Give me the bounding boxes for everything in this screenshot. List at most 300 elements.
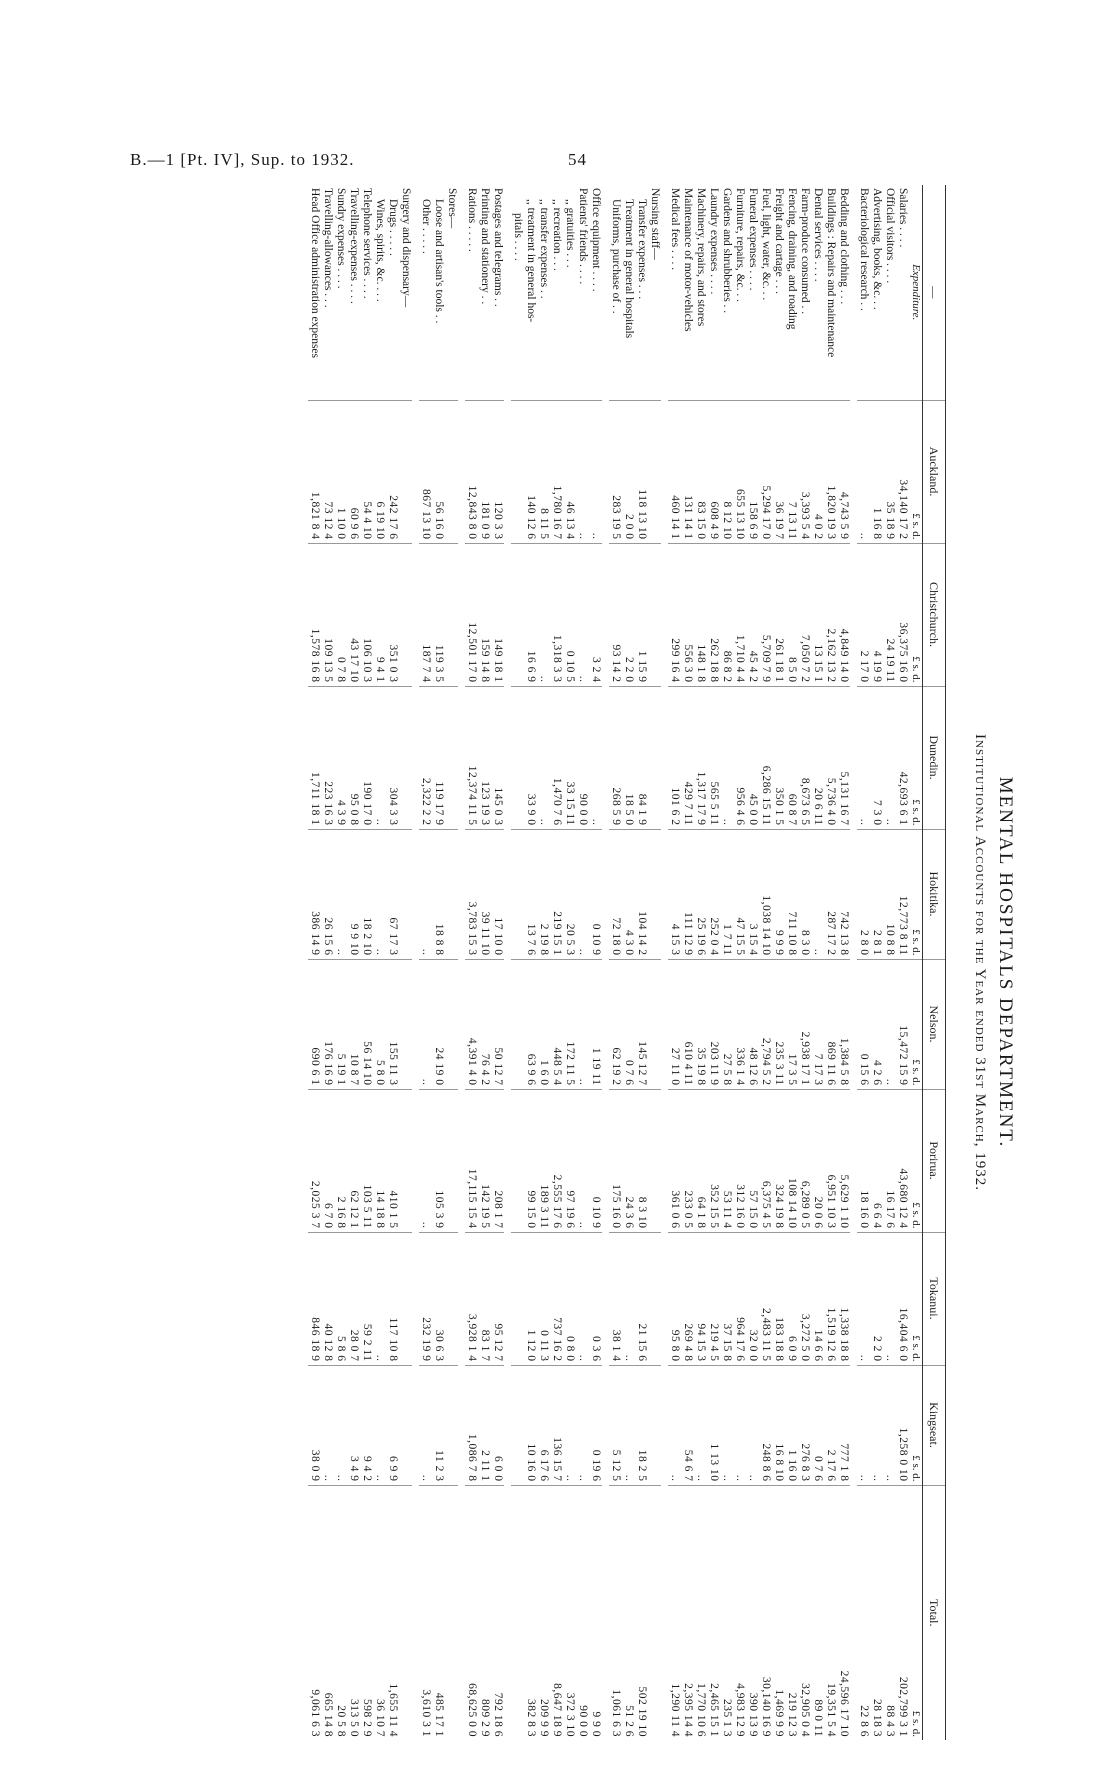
column-header-hokitika: Hokitika.: [923, 829, 946, 959]
amount-cell: 2 2 0: [870, 1232, 883, 1365]
units-cell: £ s. d.: [909, 1089, 923, 1232]
amount-cell: 12,374 11 5: [465, 686, 478, 829]
amount-cell: 13 15 1: [811, 543, 824, 686]
amount-cell: 95 8 0: [668, 1232, 681, 1365]
amount-cell: 2 17 0: [857, 543, 870, 686]
amount-cell: 846 18 9: [308, 1232, 321, 1365]
table-row: [609, 185, 622, 1740]
amount-cell: 6 0 9: [785, 1232, 798, 1365]
amount-cell: [445, 959, 458, 1089]
units-cell: £ s. d.: [909, 400, 923, 543]
amount-cell: 502 19 10: [635, 1485, 648, 1740]
amount-cell: 3,610 3 1: [419, 1485, 432, 1740]
amount-cell: ..: [857, 686, 870, 829]
amount-cell: 187 7 4: [419, 543, 432, 686]
amount-cell: 90 0 0: [576, 1485, 589, 1740]
amount-cell: [511, 1365, 524, 1485]
table-row: [432, 185, 445, 1740]
amount-cell: 145 12 7: [635, 959, 648, 1089]
amount-cell: 54 4 10: [360, 400, 373, 543]
amount-cell: 7 3 0: [870, 686, 883, 829]
amount-cell: 45 4 2: [746, 543, 759, 686]
amount-cell: 964 17 6: [733, 1232, 746, 1365]
amount-cell: 18 8 8: [432, 829, 445, 959]
amount-cell: 60 8 7: [785, 686, 798, 829]
units-cell: £ s. d.: [909, 543, 923, 686]
amount-cell: 9 9 9: [772, 829, 785, 959]
amount-cell: 24 3 6: [622, 1089, 635, 1232]
amount-cell: 1,061 6 3: [609, 1485, 622, 1740]
amount-cell: ..: [334, 829, 347, 959]
amount-cell: 50 12 7: [491, 959, 504, 1089]
amount-cell: 1,338 18 8: [837, 1232, 850, 1365]
table-row: [334, 185, 347, 1740]
row-label: Maintenance of motor-vehicles: [682, 188, 694, 332]
amount-cell: 8,673 6 5: [798, 686, 811, 829]
amount-cell: 6,375 4 5: [759, 1089, 772, 1232]
amount-cell: 1,780 16 7: [550, 400, 563, 543]
units-cell: £ s. d.: [909, 686, 923, 829]
row-label: Travelling-allowances . . .: [322, 188, 334, 308]
amount-cell: 2 11 1: [478, 1365, 491, 1485]
amount-cell: 95 12 7: [491, 1232, 504, 1365]
amount-cell: 5,131 16 7: [837, 686, 850, 829]
amount-cell: 0 10 5: [563, 543, 576, 686]
amount-cell: ..: [419, 959, 432, 1089]
amount-cell: 867 13 10: [419, 400, 432, 543]
amount-cell: 4,983 12 9: [733, 1485, 746, 1740]
table-row: [720, 185, 733, 1740]
row-label: Dental services . . . .: [812, 188, 824, 282]
table-row: [308, 185, 321, 1740]
amount-cell: 9,061 6 3: [308, 1485, 321, 1740]
amount-cell: 304 3 3: [386, 686, 399, 829]
amount-cell: 276 8 3: [798, 1365, 811, 1485]
amount-cell: 352 15 5: [707, 1089, 720, 1232]
amount-cell: 0 15 6: [857, 959, 870, 1089]
amount-cell: 556 3 0: [681, 543, 694, 686]
amount-cell: ..: [419, 829, 432, 959]
table-row: [589, 185, 602, 1740]
amount-cell: 4,849 14 0: [837, 543, 850, 686]
amount-cell: ..: [811, 829, 824, 959]
table-row: [837, 185, 850, 1740]
amount-cell: [399, 543, 412, 686]
row-spacer: [504, 185, 511, 1740]
table-row: [360, 185, 373, 1740]
amount-cell: 20 5 3: [563, 829, 576, 959]
amount-cell: 1,821 8 4: [308, 400, 321, 543]
table-row: [811, 185, 824, 1740]
table-row: [668, 185, 681, 1740]
amount-cell: 1 16 8: [870, 400, 883, 543]
amount-cell: 1 10 0: [334, 400, 347, 543]
amount-cell: 1,469 9 9: [772, 1485, 785, 1740]
amount-cell: 2 0 0: [622, 400, 635, 543]
units-cell: £ s. d.: [909, 1485, 923, 1740]
amount-cell: 4 3 0: [622, 829, 635, 959]
units-cell: £ s. d.: [909, 829, 923, 959]
amount-cell: [399, 1232, 412, 1365]
row-spacer: [458, 185, 465, 1740]
table-row: [785, 185, 798, 1740]
amount-cell: 99 15 0: [524, 1089, 537, 1232]
amount-cell: 148 1 8: [694, 543, 707, 686]
amount-cell: 5 19 1: [334, 959, 347, 1089]
amount-cell: 33 9 0: [524, 686, 537, 829]
amount-cell: 2 8 0: [857, 829, 870, 959]
amount-cell: 64 1 8: [694, 1089, 707, 1232]
amount-cell: 16 8 10: [772, 1365, 785, 1485]
amount-cell: [445, 829, 458, 959]
amount-cell: 3 4 9: [347, 1365, 360, 1485]
amount-cell: 83 1 7: [478, 1232, 491, 1365]
amount-cell: ..: [589, 686, 602, 829]
amount-cell: [399, 959, 412, 1089]
column-header-tokanui: Tokanui.: [923, 1232, 946, 1365]
row-label: Postages and telegrams . .: [492, 188, 504, 307]
amount-cell: 372 3 10: [563, 1485, 576, 1740]
amount-cell: [511, 400, 524, 543]
table-row: [419, 185, 432, 1740]
amount-cell: 6 7 0: [321, 1089, 334, 1232]
amount-cell: 47 15 5: [733, 829, 746, 959]
amount-cell: 8,647 18 9: [550, 1485, 563, 1740]
amount-cell: 24 19 0: [432, 959, 445, 1089]
table-row: [772, 185, 785, 1740]
amount-cell: [399, 400, 412, 543]
amount-cell: 429 7 11: [681, 686, 694, 829]
amount-cell: 11 2 3: [432, 1365, 445, 1485]
amount-cell: 209 9 9: [537, 1485, 550, 1740]
row-label: Stores—: [446, 188, 458, 229]
amount-cell: 336 1 4: [733, 959, 746, 1089]
amount-cell: 2,322 2 2: [419, 686, 432, 829]
amount-cell: 14 18 8: [373, 1089, 386, 1232]
row-label: Medical fees . . . .: [669, 188, 681, 271]
table-row: [491, 185, 504, 1740]
amount-cell: 5,709 7 9: [759, 543, 772, 686]
row-label: Official visitors . . . .: [884, 188, 896, 284]
amount-cell: 1,318 3 3: [550, 543, 563, 686]
amount-cell: 4 15 3: [668, 829, 681, 959]
amount-cell: [511, 1232, 524, 1365]
amount-cell: 73 12 4: [321, 400, 334, 543]
row-label: Treatment in general hospitals: [623, 199, 635, 339]
row-label: Machinery, repairs, and stores: [695, 188, 707, 327]
amount-cell: 1,519 12 6: [824, 1232, 837, 1365]
amount-cell: 21 15 6: [635, 1232, 648, 1365]
amount-cell: 1,384 5 8: [837, 959, 850, 1089]
amount-cell: 4 3 9: [334, 686, 347, 829]
amount-cell: 111 12 9: [681, 829, 694, 959]
table-row: [648, 185, 661, 1740]
amount-cell: [399, 1365, 412, 1485]
amount-cell: 189 3 11: [537, 1089, 550, 1232]
row-spacer: [661, 185, 668, 1740]
amount-cell: [511, 1485, 524, 1740]
spacer-cell: [458, 185, 465, 1740]
amount-cell: 313 5 0: [347, 1485, 360, 1740]
amount-cell: ..: [720, 686, 733, 829]
page-number: 54: [568, 150, 587, 169]
amount-cell: 690 6 1: [308, 959, 321, 1089]
table-row: [347, 185, 360, 1740]
amount-cell: 287 17 2: [824, 829, 837, 959]
amount-cell: ..: [373, 1365, 386, 1485]
amount-cell: 109 13 5: [321, 543, 334, 686]
amount-cell: 4 0 2: [811, 400, 824, 543]
amount-cell: 8 3 0: [798, 829, 811, 959]
amount-cell: ..: [419, 1089, 432, 1232]
amount-cell: 94 15 3: [694, 1232, 707, 1365]
amount-cell: ..: [576, 1232, 589, 1365]
document-title: MENTAL HOSPITALS DEPARTMENT.: [995, 776, 1016, 1149]
row-label: Telephone services . . . .: [361, 188, 373, 299]
row-label: Office equipment . . . .: [590, 188, 602, 292]
amount-cell: 219 12 3: [785, 1485, 798, 1740]
amount-cell: 8 12 10: [720, 400, 733, 543]
table-row: [537, 185, 550, 1740]
amount-cell: 9 9 10: [347, 829, 360, 959]
amount-cell: 252 0 4: [707, 829, 720, 959]
amount-cell: [511, 1089, 524, 1232]
table-row: [550, 185, 563, 1740]
row-label: Advertising, books, &c. . .: [871, 188, 883, 310]
row-label: Surgery and dispensary—: [400, 188, 412, 308]
row-label: Fencing, draining, and roading: [786, 188, 798, 330]
table-row: [733, 185, 746, 1740]
amount-cell: 608 4 9: [707, 400, 720, 543]
amount-cell: 299 16 4: [668, 543, 681, 686]
amount-cell: 737 16 2: [550, 1232, 563, 1365]
amount-cell: 36,375 16 0: [896, 543, 909, 686]
amount-cell: 351 0 3: [386, 543, 399, 686]
amount-cell: 3 2 4: [589, 543, 602, 686]
amount-cell: 386 14 9: [308, 829, 321, 959]
amount-cell: 219 4 5: [707, 1232, 720, 1365]
row-label: Farm-produce consumed . .: [799, 188, 811, 315]
table-row: [563, 185, 576, 1740]
amount-cell: 18 2 10: [360, 829, 373, 959]
table-row: [707, 185, 720, 1740]
amount-cell: 43,680 12 4: [896, 1089, 909, 1232]
amount-cell: 86 8 2: [720, 543, 733, 686]
spacer-cell: [661, 185, 668, 1740]
amount-cell: [648, 1365, 661, 1485]
units-cell: £ s. d.: [909, 959, 923, 1089]
amount-cell: ..: [334, 1365, 347, 1485]
amount-cell: 25 19 6: [694, 829, 707, 959]
amount-cell: 5 8 6: [334, 1232, 347, 1365]
amount-cell: [399, 1485, 412, 1740]
amount-cell: 20 5 8: [334, 1485, 347, 1740]
row-label: Buildings : Repairs and maintenance: [825, 188, 837, 358]
amount-cell: 32 0 0: [746, 1232, 759, 1365]
row-spacer: [850, 185, 857, 1740]
amount-cell: [648, 1089, 661, 1232]
amount-cell: [511, 829, 524, 959]
amount-cell: 106 10 3: [360, 543, 373, 686]
amount-cell: 117 10 8: [386, 1232, 399, 1365]
amount-cell: 6 9 9: [386, 1365, 399, 1485]
row-label: Printing and stationery . .: [479, 188, 491, 305]
amount-cell: 18 5 0: [622, 686, 635, 829]
amount-cell: 6 0 0: [491, 1365, 504, 1485]
amount-cell: ..: [373, 1232, 386, 1365]
amount-cell: 8 11 5: [537, 400, 550, 543]
amount-cell: 1 16 0: [785, 1365, 798, 1485]
amount-cell: 105 3 9: [432, 1089, 445, 1232]
amount-cell: ..: [746, 1365, 759, 1485]
row-label: Nursing staff—: [649, 188, 661, 260]
running-header: [130, 150, 990, 174]
amount-cell: 16,404 6 0: [896, 1232, 909, 1365]
amount-cell: 159 14 8: [478, 543, 491, 686]
amount-cell: 45 0 0: [746, 686, 759, 829]
amount-cell: ..: [576, 959, 589, 1089]
row-label: Bedding and clothing . . .: [838, 188, 850, 305]
amount-cell: 390 13 9: [746, 1485, 759, 1740]
amount-cell: 269 4 8: [681, 1232, 694, 1365]
amount-cell: 1,038 14 10: [759, 829, 772, 959]
amount-cell: 2 19 8: [537, 829, 550, 959]
amount-cell: ..: [373, 829, 386, 959]
amount-cell: 219 15 1: [550, 829, 563, 959]
table-row: [870, 185, 883, 1740]
amount-cell: 232 19 9: [419, 1232, 432, 1365]
amount-cell: [445, 686, 458, 829]
amount-cell: 104 14 2: [635, 829, 648, 959]
amount-cell: 1,086 7 8: [465, 1365, 478, 1485]
amount-cell: ..: [857, 1232, 870, 1365]
row-label: Patients' friends . . . .: [577, 188, 589, 285]
amount-cell: 62 19 2: [609, 959, 622, 1089]
amount-cell: 24 19 11: [883, 543, 896, 686]
amount-cell: 1,711 18 1: [308, 686, 321, 829]
amount-cell: [511, 686, 524, 829]
amount-cell: 57 15 0: [746, 1089, 759, 1232]
amount-cell: 1,710 4 4: [733, 543, 746, 686]
amount-cell: ..: [537, 686, 550, 829]
amount-cell: 1 12 0: [524, 1232, 537, 1365]
amount-cell: ..: [694, 1365, 707, 1485]
amount-cell: 27 5 8: [720, 959, 733, 1089]
amount-cell: 382 8 3: [524, 1485, 537, 1740]
amount-cell: 208 1 7: [491, 1089, 504, 1232]
amount-cell: 56 14 10: [360, 959, 373, 1089]
amount-cell: 248 8 6: [759, 1365, 772, 1485]
amount-cell: ..: [589, 400, 602, 543]
row-label: Sundry expenses . . . .: [335, 188, 347, 289]
amount-cell: 26 15 6: [321, 829, 334, 959]
amount-cell: 30,140 16 9: [759, 1485, 772, 1740]
amount-cell: 268 5 9: [609, 686, 622, 829]
amount-cell: 6 17 6: [537, 1365, 550, 1485]
table-row: [373, 185, 386, 1740]
table-row: [798, 185, 811, 1740]
amount-cell: 145 0 3: [491, 686, 504, 829]
amount-cell: [648, 959, 661, 1089]
amount-cell: 777 1 8: [837, 1365, 850, 1485]
amount-cell: 2,483 11 5: [759, 1232, 772, 1365]
amount-cell: 118 13 10: [635, 400, 648, 543]
amount-cell: 120 3 3: [491, 400, 504, 543]
column-header-auckland: Auckland.: [923, 400, 946, 543]
amount-cell: 1,290 11 4: [668, 1485, 681, 1740]
amount-cell: 19,351 5 4: [824, 1485, 837, 1740]
amount-cell: 0 7 6: [811, 1365, 824, 1485]
amount-cell: 2,162 13 2: [824, 543, 837, 686]
header-row: [923, 185, 946, 1740]
amount-cell: 38 1 4: [609, 1232, 622, 1365]
amount-cell: 83 15 0: [694, 400, 707, 543]
amount-cell: 711 10 8: [785, 829, 798, 959]
title-block: [971, 185, 1020, 1740]
row-label: Head Office administration expenses: [309, 188, 321, 358]
amount-cell: 665 14 8: [321, 1485, 334, 1740]
amount-cell: 361 0 6: [668, 1089, 681, 1232]
row-label: Uniforms, purchase of . .: [610, 199, 622, 314]
row-label: Funeral expenses . . . .: [747, 188, 759, 291]
amount-cell: 59 2 11: [360, 1232, 373, 1365]
amount-cell: [511, 959, 524, 1089]
row-label: ,, transfer expenses . .: [538, 199, 550, 299]
table-row: [896, 185, 909, 1740]
amount-cell: [399, 686, 412, 829]
amount-cell: 108 14 10: [785, 1089, 798, 1232]
amount-cell: 1 19 11: [589, 959, 602, 1089]
amount-cell: 51 2 6: [622, 1485, 635, 1740]
amount-cell: 0 10 9: [589, 829, 602, 959]
column-header-nelson: Nelson.: [923, 959, 946, 1089]
amount-cell: 176 16 9: [321, 959, 334, 1089]
amount-cell: 350 1 5: [772, 686, 785, 829]
amount-cell: 565 5 11: [707, 686, 720, 829]
amount-cell: 103 5 11: [360, 1089, 373, 1232]
column-header-christchurch: Christchurch.: [923, 543, 946, 686]
amount-cell: ..: [563, 1365, 576, 1485]
amount-cell: 5,629 1 10: [837, 1089, 850, 1232]
amount-cell: 119 17 9: [432, 686, 445, 829]
row-label: Loose and artisan's tools . .: [433, 199, 445, 324]
table-row: [321, 185, 334, 1740]
row-label: pitals . . . .: [512, 213, 524, 261]
amount-cell: 172 11 5: [563, 959, 576, 1089]
amount-cell: ..: [668, 1365, 681, 1485]
amount-cell: 6 6 4: [870, 1089, 883, 1232]
table-row: [622, 185, 635, 1740]
amount-cell: 32,905 0 4: [798, 1485, 811, 1740]
amount-cell: 181 0 9: [478, 400, 491, 543]
amount-cell: ..: [883, 686, 896, 829]
amount-cell: 233 0 5: [681, 1089, 694, 1232]
row-label: Wines, spirits, &c. . . .: [374, 199, 386, 302]
amount-cell: 2,794 5 2: [759, 959, 772, 1089]
units-cell: £ s. d.: [909, 1232, 923, 1365]
amount-cell: ..: [537, 543, 550, 686]
units-cell: £ s. d.: [909, 1365, 923, 1485]
amount-cell: 36 10 7: [373, 1485, 386, 1740]
amount-cell: ..: [576, 543, 589, 686]
column-header-total: Total.: [923, 1485, 946, 1740]
amount-cell: 53 11 4: [720, 1089, 733, 1232]
amount-cell: 35 18 9: [883, 400, 896, 543]
amount-cell: 3,393 5 4: [798, 400, 811, 543]
table-row: [511, 185, 524, 1740]
amount-cell: 20 6 11: [811, 686, 824, 829]
row-label: ,, gratuities . . .: [564, 199, 576, 268]
